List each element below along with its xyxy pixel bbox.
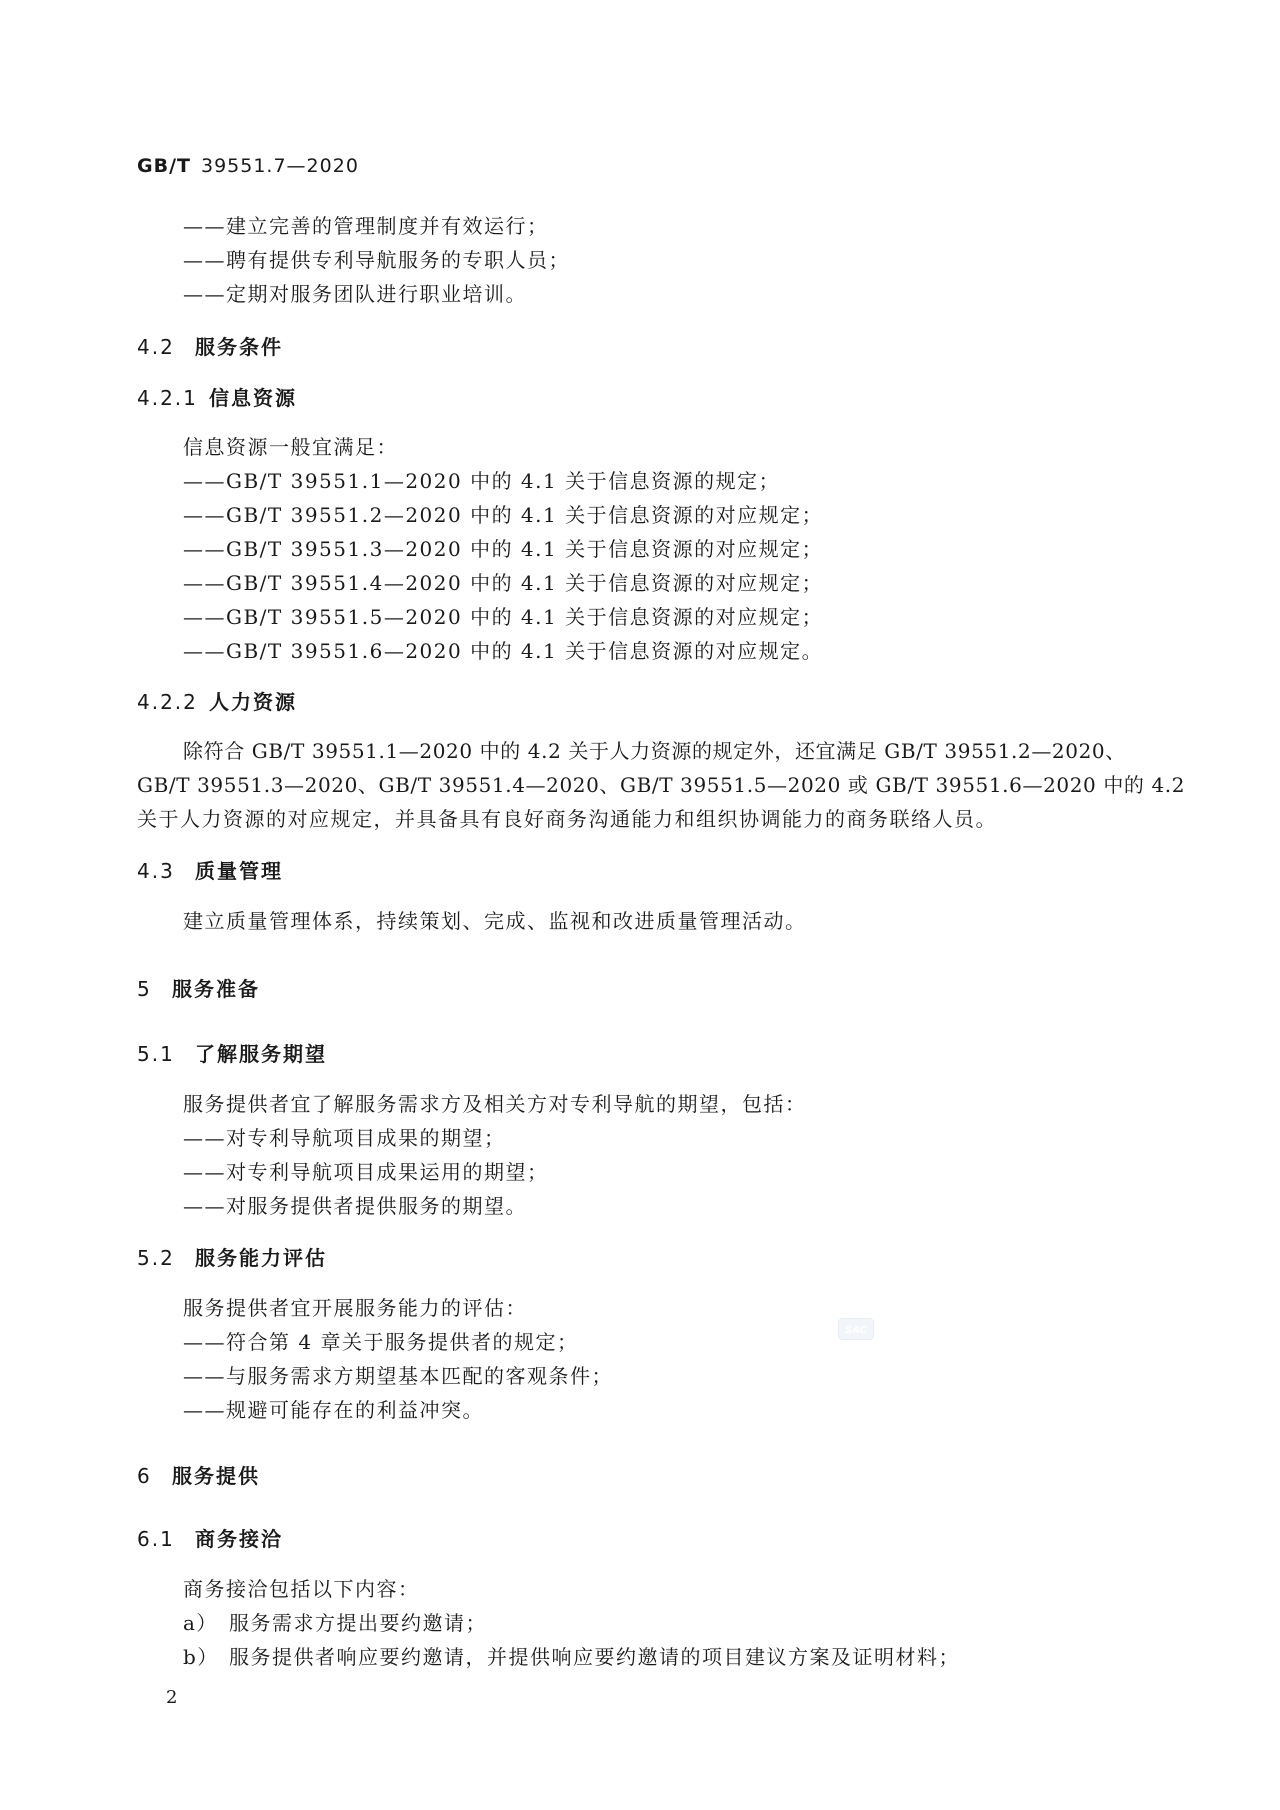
section-heading-4-3: 4.3 质量管理 [137,859,283,883]
list-item: ——GB/T 39551.5—2020 中的 4.1 关于信息资源的对应规定； [183,605,824,629]
paragraph-line: GB/T 39551.3—2020、GB/T 39551.4—2020、GB/T 39551.5—2020 或 GB/T 39551.6—2020 中的 4.2 [137,773,1186,797]
paragraph: 服务提供者宜开展服务能力的评估： [183,1296,527,1320]
standard-id [137,152,359,180]
section-heading-6-1: 6.1 商务接洽 [137,1527,283,1551]
list-item: ——GB/T 39551.6—2020 中的 4.1 关于信息资源的对应规定。 [183,639,824,663]
list-item: ——对专利导航项目成果的期望； [183,1126,506,1150]
list-item: ——GB/T 39551.4—2020 中的 4.1 关于信息资源的对应规定； [183,571,824,595]
paragraph: 服务提供者宜了解服务需求方及相关方对专利导航的期望，包括： [183,1092,807,1116]
paragraph: 建立质量管理体系，持续策划、完成、监视和改进质量管理活动。 [183,909,807,933]
list-item: ——对服务提供者提供服务的期望。 [183,1194,527,1218]
list-item: ——规避可能存在的利益冲突。 [183,1398,484,1422]
list-item: ——GB/T 39551.3—2020 中的 4.1 关于信息资源的对应规定； [183,537,824,561]
section-heading-4-2: 4.2 服务条件 [137,335,283,359]
section-heading-5: 5 服务准备 [137,977,260,1001]
list-marker: a） [183,1611,218,1635]
list-item: ——定期对服务团队进行职业培训。 [183,282,527,306]
paragraph: 商务接洽包括以下内容： [183,1577,420,1601]
watermark-text: SAC [845,1325,867,1336]
sac-watermark-logo [838,1318,874,1340]
list-item: ——聘有提供专利导航服务的专职人员； [183,248,570,272]
section-heading-5-1: 5.1 了解服务期望 [137,1042,327,1066]
list-marker: b） [183,1645,219,1669]
standard-prefix: GB/T [137,155,191,177]
paragraph: 信息资源一般宜满足： [183,435,398,459]
list-item: ——GB/T 39551.2—2020 中的 4.1 关于信息资源的对应规定； [183,503,824,527]
section-heading-5-2: 5.2 服务能力评估 [137,1246,327,1270]
paragraph-line: 除符合 GB/T 39551.1—2020 中的 4.2 关于人力资源的规定外，还宜满足 GB/T 39551.2—2020、 [183,739,1126,763]
list-item: ——建立完善的管理制度并有效运行； [183,214,549,238]
list-item: ——符合第 4 章关于服务提供者的规定； [183,1330,579,1354]
section-heading-6: 6 服务提供 [137,1464,260,1488]
list-item: a） 服务需求方提出要约邀请； [183,1611,487,1635]
paragraph-line: 关于人力资源的对应规定，并具备具有良好商务沟通能力和组织协调能力的商务联络人员。 [137,807,997,831]
list-item: ——对专利导航项目成果运用的期望； [183,1160,549,1184]
standard-number: 39551.7—2020 [200,155,359,177]
page-number: 2 [166,1687,179,1708]
list-item: b） 服务提供者响应要约邀请，并提供响应要约邀请的项目建议方案及证明材料； [183,1645,960,1669]
section-heading-4-2-2: 4.2.2 人力资源 [137,690,297,714]
section-heading-4-2-1: 4.2.1 信息资源 [137,386,297,410]
list-item: ——GB/T 39551.1—2020 中的 4.1 关于信息资源的规定； [183,469,781,493]
list-item: ——与服务需求方期望基本匹配的客观条件； [183,1364,613,1388]
